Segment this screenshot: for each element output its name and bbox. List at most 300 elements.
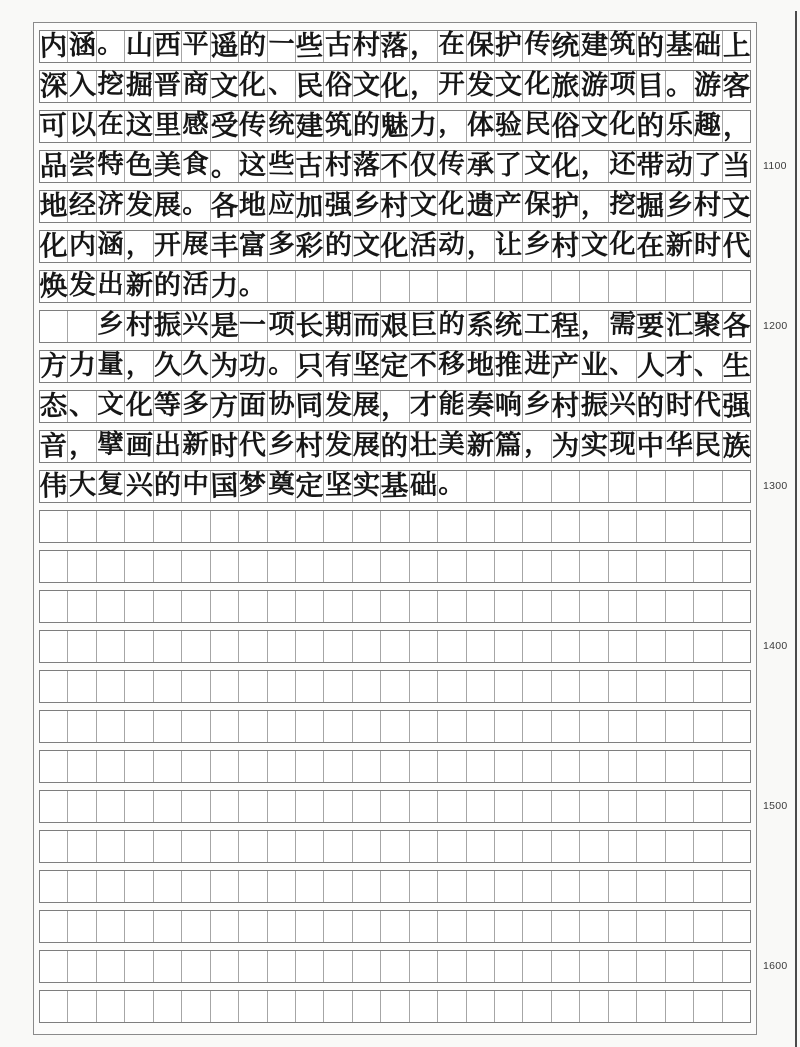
handwritten-character: 传 <box>239 109 267 142</box>
grid-cell <box>410 111 438 142</box>
grid-cell <box>580 71 608 102</box>
handwritten-character: 建 <box>295 110 324 143</box>
handwritten-character: ， <box>580 189 608 222</box>
grid-row <box>39 830 751 863</box>
word-count-label: 1100 <box>763 160 787 172</box>
handwritten-character: 村 <box>380 190 410 223</box>
grid-cell <box>97 111 125 142</box>
handwritten-character: 的 <box>352 109 381 142</box>
grid-row <box>39 550 751 583</box>
handwritten-character: ， <box>125 229 153 262</box>
grid-cell <box>438 431 466 462</box>
grid-cell <box>125 151 153 182</box>
grid-cell <box>381 71 409 102</box>
grid-cell <box>410 751 438 782</box>
handwritten-character: 商 <box>182 69 210 100</box>
grid-cell <box>467 871 495 902</box>
grid-cell <box>523 351 551 382</box>
grid-row <box>39 390 751 423</box>
handwritten-character: 乡 <box>97 309 125 340</box>
grid-cell <box>552 911 580 942</box>
grid-cell <box>495 831 523 862</box>
grid-cell <box>68 431 96 462</box>
grid-cell <box>68 191 96 222</box>
grid-cell <box>353 31 381 62</box>
handwritten-character: 在 <box>97 109 125 140</box>
grid-cell <box>381 991 409 1022</box>
grid-cell <box>552 351 580 382</box>
handwritten-character: 擘 <box>97 429 125 460</box>
handwritten-character: 期 <box>324 309 352 342</box>
grid-cell <box>324 951 352 982</box>
grid-cell <box>467 791 495 822</box>
handwritten-character: 乡 <box>523 229 551 260</box>
grid-cell <box>40 911 68 942</box>
handwritten-character: 复 <box>97 469 125 500</box>
handwritten-character: 涵 <box>97 229 125 260</box>
handwritten-character: 才 <box>409 389 438 422</box>
handwritten-character: 传 <box>523 29 551 60</box>
grid-cell <box>97 191 125 222</box>
grid-cell <box>211 431 239 462</box>
grid-cell <box>609 871 637 902</box>
grid-cell <box>381 631 409 662</box>
grid-row <box>39 790 751 823</box>
grid-cell <box>353 871 381 902</box>
grid-cell <box>410 551 438 582</box>
handwritten-character: ， <box>409 69 438 102</box>
handwritten-character: 经 <box>68 189 96 222</box>
grid-cell <box>523 471 551 502</box>
grid-cell <box>182 31 210 62</box>
handwritten-character: 的 <box>636 390 666 423</box>
handwritten-character: 还 <box>609 149 636 180</box>
grid-cell <box>68 351 96 382</box>
grid-cell <box>666 71 694 102</box>
handwritten-character: 艰 <box>380 310 410 343</box>
grid-cell <box>666 871 694 902</box>
grid-cell <box>239 551 267 582</box>
handwritten-character: 济 <box>97 189 125 220</box>
grid-cell <box>239 231 267 262</box>
grid-cell <box>467 831 495 862</box>
handwritten-character: 础 <box>409 469 438 502</box>
grid-cell <box>438 551 466 582</box>
grid-cell <box>410 671 438 702</box>
grid-cell <box>40 791 68 822</box>
grid-cell <box>438 391 466 422</box>
grid-cell <box>68 511 96 542</box>
handwritten-character: 文 <box>580 229 608 262</box>
grid-cell <box>381 31 409 62</box>
grid-cell <box>467 71 495 102</box>
grid-cell <box>154 591 182 622</box>
grid-cell <box>438 911 466 942</box>
handwritten-character: 化 <box>125 389 153 422</box>
handwritten-character: 民 <box>523 109 551 140</box>
grid-cell <box>580 951 608 982</box>
grid-cell <box>381 711 409 742</box>
grid-cell <box>438 511 466 542</box>
grid-cell <box>154 471 182 502</box>
grid-cell <box>609 671 637 702</box>
handwritten-character: 展 <box>352 389 381 422</box>
grid-cell <box>637 991 665 1022</box>
grid-cell <box>552 71 580 102</box>
grid-cell <box>211 831 239 862</box>
grid-cell <box>40 871 68 902</box>
handwritten-character: 项 <box>267 309 295 340</box>
grid-cell <box>324 631 352 662</box>
grid-cell <box>154 751 182 782</box>
handwritten-character: 汇 <box>665 309 694 342</box>
handwritten-character: 富 <box>239 229 267 262</box>
grid-cell <box>353 751 381 782</box>
grid-cell <box>353 991 381 1022</box>
grid-cell <box>523 711 551 742</box>
handwritten-character: 加 <box>295 190 324 223</box>
grid-cell <box>580 431 608 462</box>
grid-cell <box>580 271 608 302</box>
grid-cell <box>211 991 239 1022</box>
grid-cell <box>381 311 409 342</box>
grid-cell <box>467 351 495 382</box>
grid-cell <box>438 71 466 102</box>
grid-cell <box>609 511 637 542</box>
handwritten-character: 基 <box>665 29 694 62</box>
grid-cell <box>694 591 722 622</box>
grid-cell <box>552 191 580 222</box>
grid-cell <box>97 791 125 822</box>
grid-cell <box>552 111 580 142</box>
grid-cell <box>637 551 665 582</box>
grid-cell <box>467 311 495 342</box>
grid-cell <box>324 31 352 62</box>
grid-cell <box>182 751 210 782</box>
grid-cell <box>97 231 125 262</box>
grid-cell <box>296 991 324 1022</box>
grid-cell <box>694 71 722 102</box>
grid-cell <box>723 991 750 1022</box>
grid-cell <box>438 711 466 742</box>
grid-cell <box>467 511 495 542</box>
handwritten-character: 。 <box>239 269 267 302</box>
handwritten-character: 文 <box>97 389 125 420</box>
grid-cell <box>97 711 125 742</box>
handwritten-character: 巨 <box>409 309 438 342</box>
grid-cell <box>410 791 438 822</box>
grid-cell <box>523 431 551 462</box>
grid-cell <box>296 151 324 182</box>
handwritten-character: 了 <box>494 149 523 182</box>
handwritten-character: 承 <box>466 149 494 182</box>
handwritten-character: 彩 <box>295 230 324 263</box>
grid-cell <box>609 431 637 462</box>
grid-cell <box>438 31 466 62</box>
grid-cell <box>495 31 523 62</box>
grid-cell <box>154 511 182 542</box>
grid-cell <box>182 391 210 422</box>
handwritten-character: 化 <box>380 230 410 263</box>
grid-cell <box>637 431 665 462</box>
grid-cell <box>68 391 96 422</box>
grid-cell <box>523 271 551 302</box>
grid-cell <box>552 431 580 462</box>
grid-cell <box>580 791 608 822</box>
handwritten-character: 村 <box>352 29 381 62</box>
grid-cell <box>125 191 153 222</box>
grid-cell <box>40 671 68 702</box>
grid-cell <box>125 751 153 782</box>
grid-cell <box>324 991 352 1022</box>
grid-cell <box>296 191 324 222</box>
grid-cell <box>552 271 580 302</box>
grid-cell <box>239 111 267 142</box>
grid-cell <box>523 71 551 102</box>
handwritten-character: ， <box>125 349 153 382</box>
grid-cell <box>523 591 551 622</box>
grid-cell <box>523 111 551 142</box>
grid-cell <box>324 71 352 102</box>
handwritten-character: 在 <box>438 29 466 60</box>
grid-cell <box>353 791 381 822</box>
grid-cell <box>125 471 153 502</box>
grid-cell <box>381 431 409 462</box>
grid-cell <box>324 511 352 542</box>
grid-cell <box>154 351 182 382</box>
handwritten-character: 受 <box>210 110 239 143</box>
grid-cell <box>666 671 694 702</box>
grid-cell <box>552 231 580 262</box>
grid-cell <box>580 551 608 582</box>
grid-cell <box>552 751 580 782</box>
handwritten-character: 系 <box>466 309 494 342</box>
grid-cell <box>666 951 694 982</box>
handwritten-character: 深 <box>39 70 69 103</box>
grid-cell <box>495 191 523 222</box>
grid-cell <box>381 591 409 622</box>
handwritten-character: 可 <box>39 110 69 143</box>
grid-cell <box>97 911 125 942</box>
handwritten-character <box>68 310 96 342</box>
handwritten-character: 新 <box>665 229 694 262</box>
handwritten-character: 挖 <box>97 69 125 100</box>
handwritten-character: 美 <box>438 429 466 460</box>
grid-cell <box>467 551 495 582</box>
handwritten-character: 动 <box>438 229 466 260</box>
grid-cell <box>296 351 324 382</box>
grid-row <box>39 910 751 943</box>
grid-cell <box>182 111 210 142</box>
grid-cell <box>438 991 466 1022</box>
grid-cell <box>580 111 608 142</box>
handwritten-character: 遗 <box>466 189 494 222</box>
handwritten-character: 振 <box>153 309 182 342</box>
grid-cell <box>154 431 182 462</box>
grid-cell <box>523 151 551 182</box>
grid-cell <box>666 31 694 62</box>
handwritten-character: 护 <box>551 190 580 223</box>
grid-cell <box>211 671 239 702</box>
handwritten-character: 强 <box>721 390 751 423</box>
grid-cell <box>467 911 495 942</box>
grid-cell <box>324 191 352 222</box>
grid-cell <box>125 951 153 982</box>
grid-cell <box>495 431 523 462</box>
grid-cell <box>182 431 210 462</box>
grid-cell <box>467 431 495 462</box>
handwritten-character: 方 <box>210 390 239 423</box>
grid-cell <box>40 591 68 622</box>
grid-cell <box>609 911 637 942</box>
grid-cell <box>68 871 96 902</box>
grid-cell <box>609 991 637 1022</box>
grid-cell <box>637 631 665 662</box>
grid-cell <box>410 911 438 942</box>
grid-row <box>39 510 751 543</box>
grid-cell <box>723 511 750 542</box>
grid-cell <box>694 431 722 462</box>
grid-cell <box>239 631 267 662</box>
grid-cell <box>637 871 665 902</box>
grid-cell <box>239 751 267 782</box>
grid-cell <box>125 71 153 102</box>
grid-cell <box>666 751 694 782</box>
handwritten-character: 新 <box>466 429 494 462</box>
handwritten-character: 要 <box>636 310 666 343</box>
grid-cell <box>125 631 153 662</box>
grid-cell <box>523 671 551 702</box>
handwritten-character: 生 <box>721 350 751 383</box>
grid-cell <box>182 151 210 182</box>
grid-cell <box>438 791 466 822</box>
handwritten-character: 旅 <box>551 70 580 103</box>
handwritten-character: 护 <box>494 29 523 62</box>
grid-cell <box>381 111 409 142</box>
handwritten-character: 才 <box>665 349 694 382</box>
grid-cell <box>637 471 665 502</box>
handwritten-character: 功 <box>239 349 267 382</box>
grid-cell <box>182 511 210 542</box>
grid-cell <box>239 871 267 902</box>
grid-cell <box>552 391 580 422</box>
grid-cell <box>523 511 551 542</box>
grid-cell <box>580 471 608 502</box>
grid-cell <box>637 671 665 702</box>
grid-cell <box>381 751 409 782</box>
grid-cell <box>467 631 495 662</box>
grid-cell <box>125 711 153 742</box>
handwritten-character: 让 <box>494 229 523 262</box>
grid-cell <box>296 671 324 702</box>
handwritten-character: 传 <box>438 149 466 180</box>
grid-cell <box>381 871 409 902</box>
grid-cell <box>353 351 381 382</box>
handwritten-character: 现 <box>609 429 636 460</box>
grid-cell <box>40 391 68 422</box>
grid-cell <box>467 671 495 702</box>
grid-cell <box>40 551 68 582</box>
grid-cell <box>296 631 324 662</box>
handwritten-character: 力 <box>409 109 438 142</box>
grid-cell <box>580 671 608 702</box>
handwritten-character: 不 <box>380 150 410 183</box>
grid-cell <box>552 831 580 862</box>
handwritten-character: 壮 <box>409 429 438 462</box>
grid-cell <box>97 951 125 982</box>
grid-cell <box>467 471 495 502</box>
grid-cell <box>154 951 182 982</box>
grid-cell <box>694 111 722 142</box>
grid-cell <box>552 711 580 742</box>
grid-cell <box>239 791 267 822</box>
grid-cell <box>239 351 267 382</box>
grid-cell <box>97 591 125 622</box>
grid-cell <box>666 191 694 222</box>
grid-cell <box>580 631 608 662</box>
handwritten-character: 协 <box>267 389 295 420</box>
grid-cell <box>637 751 665 782</box>
handwritten-character: 村 <box>125 309 153 342</box>
handwritten-character: 一 <box>267 29 295 60</box>
handwritten-character: 时 <box>694 229 722 262</box>
grid-cell <box>182 711 210 742</box>
grid-cell <box>552 551 580 582</box>
handwritten-character: 化 <box>551 150 580 183</box>
grid-cell <box>182 271 210 302</box>
grid-cell <box>552 791 580 822</box>
grid-cell <box>268 911 296 942</box>
grid-cell <box>268 871 296 902</box>
grid-cell <box>268 311 296 342</box>
grid-cell <box>97 671 125 702</box>
handwritten-character: 坚 <box>324 469 352 502</box>
handwritten-character: 乡 <box>352 189 381 222</box>
handwritten-character: 发 <box>68 269 96 302</box>
grid-cell <box>637 151 665 182</box>
grid-cell <box>381 231 409 262</box>
grid-cell <box>182 471 210 502</box>
grid-cell <box>694 231 722 262</box>
grid-cell <box>495 231 523 262</box>
grid-cell <box>68 711 96 742</box>
grid-cell <box>580 711 608 742</box>
grid-cell <box>381 911 409 942</box>
grid-cell <box>125 551 153 582</box>
grid-cell <box>523 951 551 982</box>
handwritten-character: 的 <box>239 29 267 62</box>
handwritten-character: 村 <box>551 230 580 263</box>
grid-cell <box>125 351 153 382</box>
handwritten-character: 文 <box>210 70 239 103</box>
grid-cell <box>211 751 239 782</box>
grid-cell <box>438 471 466 502</box>
handwritten-character: 兴 <box>125 469 153 502</box>
handwritten-character: 活 <box>182 269 210 300</box>
grid-cell <box>211 511 239 542</box>
grid-cell <box>182 231 210 262</box>
grid-cell <box>495 751 523 782</box>
word-count-label: 1300 <box>763 480 788 492</box>
grid-cell <box>268 111 296 142</box>
grid-cell <box>410 191 438 222</box>
handwritten-character: 应 <box>267 189 295 220</box>
handwritten-character: 代 <box>694 389 722 422</box>
grid-cell <box>268 791 296 822</box>
grid-cell <box>268 591 296 622</box>
grid-cell <box>353 951 381 982</box>
grid-cell <box>467 591 495 622</box>
